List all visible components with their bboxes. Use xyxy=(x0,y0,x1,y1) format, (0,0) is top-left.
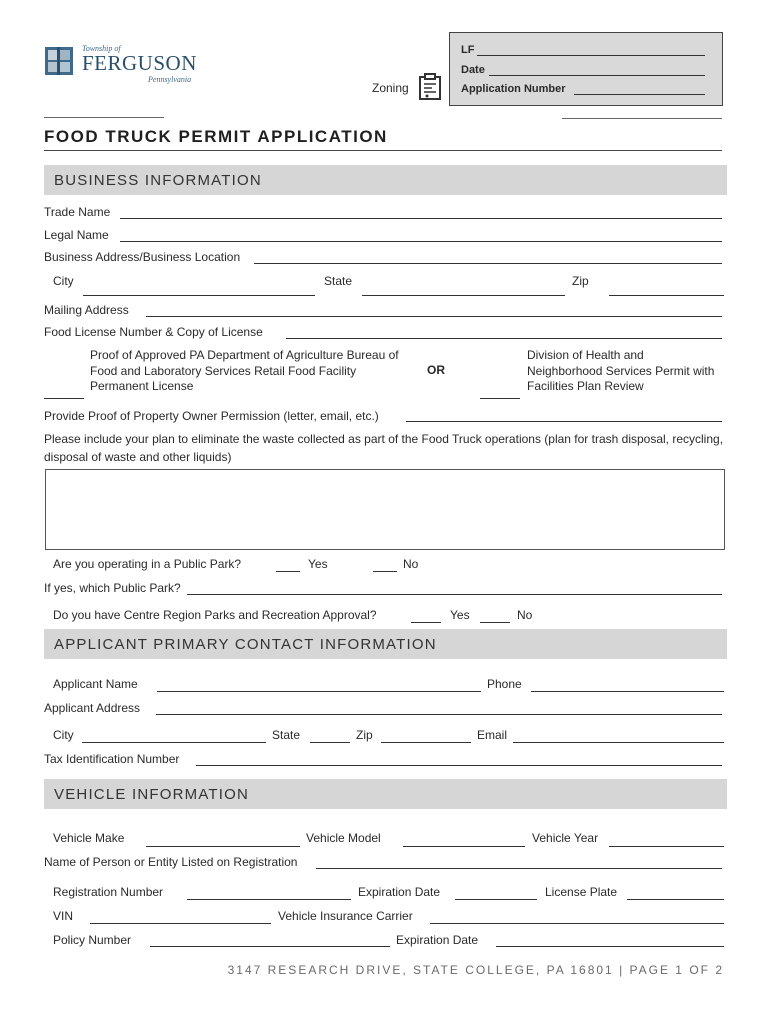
logo-state-text: Pennsylvania xyxy=(148,75,192,84)
food-license-field[interactable] xyxy=(286,338,722,339)
registered-to-field[interactable] xyxy=(316,868,722,869)
license-plate-label: License Plate xyxy=(545,885,618,899)
contact-heading: APPLICANT PRIMARY CONTACT INFORMATION xyxy=(54,636,437,653)
public-park-yes-field[interactable] xyxy=(276,571,300,572)
centre-region-no-field[interactable] xyxy=(480,622,510,623)
property-owner-label: Provide Proof of Property Owner Permission (letter, email, etc.) xyxy=(44,409,379,423)
public-park-question: Are you operating in a Public Park? xyxy=(53,557,242,571)
logo-name-text: FERGUSON xyxy=(82,51,197,75)
contact-section-header xyxy=(44,629,727,659)
centre-region-question: Do you have Centre Region Parks and Recreation Approval? xyxy=(53,608,377,622)
logo-township-text: Township of xyxy=(82,44,121,53)
applicant-address-label: Applicant Address xyxy=(44,701,141,715)
contact-state-field[interactable] xyxy=(310,742,350,743)
license-plate-field[interactable] xyxy=(627,899,724,900)
proof-pa-agriculture-checkbox[interactable] xyxy=(44,398,84,399)
contact-zip-field[interactable] xyxy=(381,742,471,743)
tax-id-label: Tax Identification Number xyxy=(44,752,180,766)
header-rule-right xyxy=(562,118,722,119)
policy-expiration-field[interactable] xyxy=(496,946,724,947)
business-section-header xyxy=(44,165,727,195)
business-zip-field[interactable] xyxy=(609,295,724,296)
property-owner-field[interactable] xyxy=(406,421,722,422)
application-number-label: Application Number xyxy=(461,83,566,95)
centre-region-yes-label: Yes xyxy=(450,608,470,622)
proof-pa-agriculture-text: Proof of Approved PA Department of Agriculture Bureau of Food and Laboratory Services Retail Food Facility Permanent License xyxy=(90,348,399,393)
insurance-carrier-field[interactable] xyxy=(430,923,724,924)
registration-expiration-field[interactable] xyxy=(455,899,537,900)
header-rule-left xyxy=(44,117,164,118)
vehicle-model-label: Vehicle Model xyxy=(306,831,381,845)
public-park-no-label: No xyxy=(403,557,419,571)
waste-plan-label: Please include your plan to eliminate the waste collected as part of the Food Truck operations (plan for trash disposal, recycling, disposal of waste and other liquids) xyxy=(44,432,724,464)
vehicle-year-label: Vehicle Year xyxy=(532,831,599,845)
page-footer: 3147 RESEARCH DRIVE, STATE COLLEGE, PA 16801 | PAGE 1 OF 2 xyxy=(227,963,724,977)
food-license-label: Food License Number & Copy of License xyxy=(44,325,263,339)
phone-field[interactable] xyxy=(531,691,724,692)
office-date-field[interactable] xyxy=(489,75,705,76)
legal-name-field[interactable] xyxy=(120,241,722,242)
business-state-field[interactable] xyxy=(362,295,565,296)
waste-plan-textarea[interactable] xyxy=(45,469,725,550)
business-city-field[interactable] xyxy=(83,295,315,296)
which-park-field[interactable] xyxy=(187,594,722,595)
applicant-address-field[interactable] xyxy=(156,714,722,715)
vehicle-make-field[interactable] xyxy=(146,846,300,847)
proof-health-services-checkbox[interactable] xyxy=(480,398,520,399)
vehicle-section-header xyxy=(44,779,727,809)
public-park-yes-label: Yes xyxy=(308,557,328,571)
lf-field[interactable] xyxy=(477,55,705,56)
applicant-name-label: Applicant Name xyxy=(53,677,138,691)
centre-region-no-label: No xyxy=(517,608,533,622)
registration-number-label: Registration Number xyxy=(53,885,164,899)
title-rule xyxy=(44,150,722,151)
proof-health-services-text: Division of Health and Neighborhood Services Permit with Facilities Plan Review xyxy=(527,348,715,393)
zoning-label: Zoning xyxy=(372,81,409,95)
clipboard-icon xyxy=(418,73,442,101)
vehicle-model-field[interactable] xyxy=(403,846,525,847)
public-park-no-field[interactable] xyxy=(373,571,397,572)
mailing-address-field[interactable] xyxy=(146,316,722,317)
which-park-label: If yes, which Public Park? xyxy=(44,581,181,595)
township-seal-icon xyxy=(44,46,74,76)
mailing-address-label: Mailing Address xyxy=(44,303,129,317)
centre-region-yes-field[interactable] xyxy=(411,622,441,623)
business-zip-label: Zip xyxy=(572,274,589,288)
policy-number-label: Policy Number xyxy=(53,933,132,947)
legal-name-label: Legal Name xyxy=(44,228,109,242)
vin-label: VIN xyxy=(53,909,74,923)
business-address-field[interactable] xyxy=(254,263,722,264)
vin-field[interactable] xyxy=(90,923,271,924)
township-logo xyxy=(44,44,214,88)
business-heading: BUSINESS INFORMATION xyxy=(54,172,262,189)
insurance-carrier-label: Vehicle Insurance Carrier xyxy=(278,909,413,923)
email-field[interactable] xyxy=(513,742,724,743)
date-label: Date xyxy=(461,64,485,76)
contact-zip-label: Zip xyxy=(356,728,373,742)
registration-expiration-label: Expiration Date xyxy=(358,885,441,899)
contact-state-label: State xyxy=(272,728,301,742)
lf-label: LF xyxy=(461,44,475,56)
tax-id-field[interactable] xyxy=(196,765,722,766)
registration-number-field[interactable] xyxy=(187,899,351,900)
registered-to-label: Name of Person or Entity Listed on Registration xyxy=(44,855,298,869)
or-label: OR xyxy=(427,363,445,377)
trade-name-label: Trade Name xyxy=(44,205,111,219)
phone-label: Phone xyxy=(487,677,522,691)
trade-name-field[interactable] xyxy=(120,218,722,219)
vehicle-heading: VEHICLE INFORMATION xyxy=(54,786,250,803)
vehicle-make-label: Vehicle Make xyxy=(53,831,125,845)
business-address-label: Business Address/Business Location xyxy=(44,250,241,264)
page-title: FOOD TRUCK PERMIT APPLICATION xyxy=(44,127,388,146)
contact-city-field[interactable] xyxy=(82,742,266,743)
vehicle-year-field[interactable] xyxy=(609,846,724,847)
business-city-label: City xyxy=(53,274,74,288)
business-state-label: State xyxy=(324,274,353,288)
contact-city-label: City xyxy=(53,728,74,742)
applicant-name-field[interactable] xyxy=(157,691,481,692)
application-number-field[interactable] xyxy=(574,94,705,95)
policy-expiration-label: Expiration Date xyxy=(396,933,479,947)
email-label: Email xyxy=(477,728,508,742)
policy-number-field[interactable] xyxy=(150,946,390,947)
